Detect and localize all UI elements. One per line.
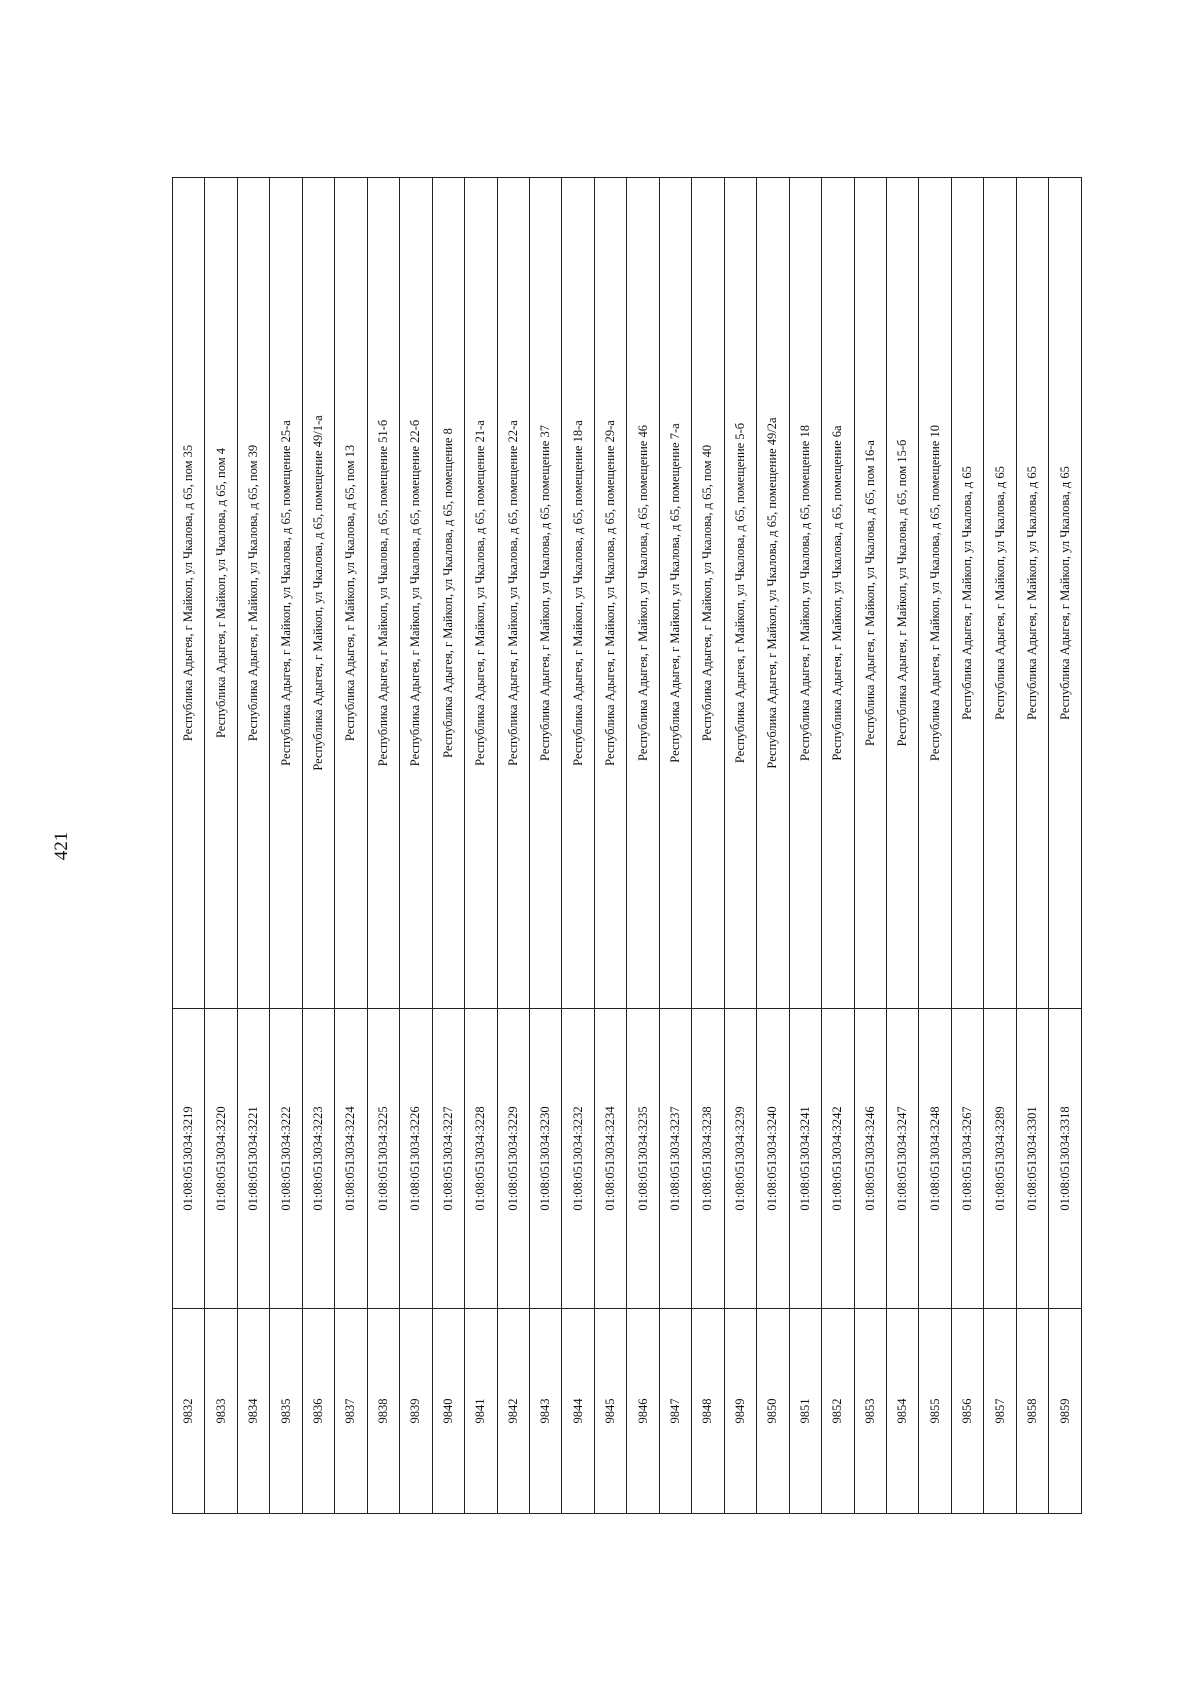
cadastral-number-cell: 01:08:0513034:3221 — [237, 1009, 269, 1309]
cadastral-number-cell: 01:08:0513034:3224 — [335, 1009, 367, 1309]
cadastral-number-cell: 01:08:0513034:3219 — [173, 1009, 205, 1309]
cadastral-number-cell: 01:08:0513034:3226 — [400, 1009, 432, 1309]
cadastral-number-cell: 01:08:0513034:3239 — [724, 1009, 756, 1309]
table-row — [270, 178, 302, 1514]
row-number-cell: 9848 — [692, 1309, 724, 1514]
table-row — [335, 178, 367, 1514]
address-cell: Республика Адыгея, г Майкоп, ул Чкалова, д 65, помещение 8 — [432, 178, 464, 1009]
address-cell: Республика Адыгея, г Майкоп, ул Чкалова, д 65, помещение 18-а — [562, 178, 594, 1009]
table-row — [562, 178, 594, 1514]
cadastral-number-cell: 01:08:0513034:3241 — [789, 1009, 821, 1309]
cadastral-number-cell: 01:08:0513034:3227 — [432, 1009, 464, 1309]
cadastral-number-cell: 01:08:0513034:3238 — [692, 1009, 724, 1309]
cadastral-number-cell: 01:08:0513034:3220 — [205, 1009, 237, 1309]
cadastral-number-cell: 01:08:0513034:3267 — [951, 1009, 983, 1309]
cadastral-number-cell: 01:08:0513034:3230 — [529, 1009, 561, 1309]
cadastral-number-cell: 01:08:0513034:3222 — [270, 1009, 302, 1309]
address-cell: Республика Адыгея, г Майкоп, ул Чкалова, д 65 — [951, 178, 983, 1009]
row-number-cell: 9857 — [984, 1309, 1016, 1514]
cadastral-number-cell: 01:08:0513034:3246 — [854, 1009, 886, 1309]
address-cell: Республика Адыгея, г Майкоп, ул Чкалова, д 65, помещение 5-б — [724, 178, 756, 1009]
row-number-cell: 9845 — [594, 1309, 626, 1514]
table-row — [789, 178, 821, 1514]
table-row — [173, 178, 205, 1514]
row-number-cell: 9833 — [205, 1309, 237, 1514]
address-cell: Республика Адыгея, г Майкоп, ул Чкалова, д 65, пом 39 — [237, 178, 269, 1009]
row-number-cell: 9839 — [400, 1309, 432, 1514]
address-cell: Республика Адыгея, г Майкоп, ул Чкалова, д 65, помещение 51-б — [367, 178, 399, 1009]
table-row — [497, 178, 529, 1514]
address-cell: Республика Адыгея, г Майкоп, ул Чкалова, д 65, помещение 21-а — [465, 178, 497, 1009]
page-number: 421 — [51, 831, 72, 861]
address-cell: Республика Адыгея, г Майкоп, ул Чкалова, д 65, помещение 22-а — [497, 178, 529, 1009]
cadastral-number-cell: 01:08:0513034:3229 — [497, 1009, 529, 1309]
row-number-cell: 9840 — [432, 1309, 464, 1514]
cadastral-number-cell: 01:08:0513034:3248 — [919, 1009, 951, 1309]
row-number-cell: 9855 — [919, 1309, 951, 1514]
table-row — [984, 178, 1016, 1514]
address-cell: Республика Адыгея, г Майкоп, ул Чкалова, д 65, помещение 29-а — [594, 178, 626, 1009]
row-number-cell: 9841 — [465, 1309, 497, 1514]
records-table — [172, 177, 1082, 1514]
row-number-cell: 9847 — [659, 1309, 691, 1514]
row-number-cell: 9858 — [1016, 1309, 1048, 1514]
row-number-cell: 9850 — [757, 1309, 789, 1514]
row-number-cell: 9838 — [367, 1309, 399, 1514]
table-row — [659, 178, 691, 1514]
address-cell: Республика Адыгея, г Майкоп, ул Чкалова, д 65, пом 40 — [692, 178, 724, 1009]
table-row — [757, 178, 789, 1514]
table-row — [302, 178, 334, 1514]
row-number-cell: 9842 — [497, 1309, 529, 1514]
row-number-cell: 9843 — [529, 1309, 561, 1514]
address-cell: Республика Адыгея, г Майкоп, ул Чкалова, д 65, помещение 6а — [822, 178, 854, 1009]
row-number-cell: 9844 — [562, 1309, 594, 1514]
row-number-cell: 9835 — [270, 1309, 302, 1514]
table-row — [886, 178, 918, 1514]
cadastral-number-cell: 01:08:0513034:3228 — [465, 1009, 497, 1309]
table-row — [237, 178, 269, 1514]
cadastral-number-cell: 01:08:0513034:3237 — [659, 1009, 691, 1309]
address-cell: Республика Адыгея, г Майкоп, ул Чкалова, д 65, пом 15-б — [886, 178, 918, 1009]
table-row — [594, 178, 626, 1514]
cadastral-number-cell: 01:08:0513034:3242 — [822, 1009, 854, 1309]
table-row — [400, 178, 432, 1514]
table-row — [529, 178, 561, 1514]
cadastral-number-cell: 01:08:0513034:3247 — [886, 1009, 918, 1309]
address-cell: Республика Адыгея, г Майкоп, ул Чкалова, д 65, помещение 22-б — [400, 178, 432, 1009]
cadastral-number-cell: 01:08:0513034:3232 — [562, 1009, 594, 1309]
cadastral-number-cell: 01:08:0513034:3301 — [1016, 1009, 1048, 1309]
row-number-cell: 9852 — [822, 1309, 854, 1514]
table-row — [432, 178, 464, 1514]
address-cell: Республика Адыгея, г Майкоп, ул Чкалова, д 65, помещение 37 — [529, 178, 561, 1009]
address-cell: Республика Адыгея, г Майкоп, ул Чкалова, д 65 — [1049, 178, 1082, 1009]
row-number-cell: 9853 — [854, 1309, 886, 1514]
address-cell: Республика Адыгея, г Майкоп, ул Чкалова, д 65, пом 13 — [335, 178, 367, 1009]
table-row — [822, 178, 854, 1514]
table-row — [367, 178, 399, 1514]
address-cell: Республика Адыгея, г Майкоп, ул Чкалова, д 65, пом 35 — [173, 178, 205, 1009]
cadastral-number-cell: 01:08:0513034:3234 — [594, 1009, 626, 1309]
address-cell: Республика Адыгея, г Майкоп, ул Чкалова, д 65, помещение 18 — [789, 178, 821, 1009]
cadastral-number-cell: 01:08:0513034:3318 — [1049, 1009, 1082, 1309]
table-body — [173, 178, 1082, 1514]
cadastral-number-cell: 01:08:0513034:3223 — [302, 1009, 334, 1309]
address-cell: Республика Адыгея, г Майкоп, ул Чкалова, д 65 — [984, 178, 1016, 1009]
address-cell: Республика Адыгея, г Майкоп, ул Чкалова, д 65, помещение 10 — [919, 178, 951, 1009]
address-cell: Республика Адыгея, г Майкоп, ул Чкалова, д 65, помещение 49/1-а — [302, 178, 334, 1009]
row-number-cell: 9856 — [951, 1309, 983, 1514]
cadastral-number-cell: 01:08:0513034:3235 — [627, 1009, 659, 1309]
table-row — [205, 178, 237, 1514]
table-row — [465, 178, 497, 1514]
address-cell: Республика Адыгея, г Майкоп, ул Чкалова, д 65, пом 4 — [205, 178, 237, 1009]
table-row — [951, 178, 983, 1514]
row-number-cell: 9837 — [335, 1309, 367, 1514]
address-cell: Республика Адыгея, г Майкоп, ул Чкалова, д 65, пом 16-а — [854, 178, 886, 1009]
cadastral-number-cell: 01:08:0513034:3240 — [757, 1009, 789, 1309]
row-number-cell: 9846 — [627, 1309, 659, 1514]
table-row — [919, 178, 951, 1514]
address-cell: Республика Адыгея, г Майкоп, ул Чкалова, д 65, помещение 46 — [627, 178, 659, 1009]
table-row — [724, 178, 756, 1514]
row-number-cell: 9834 — [237, 1309, 269, 1514]
address-cell: Республика Адыгея, г Майкоп, ул Чкалова, д 65, помещение 25-а — [270, 178, 302, 1009]
row-number-cell: 9836 — [302, 1309, 334, 1514]
address-cell: Республика Адыгея, г Майкоп, ул Чкалова, д 65 — [1016, 178, 1048, 1009]
rotated-table-container — [172, 178, 1082, 1514]
address-cell: Республика Адыгея, г Майкоп, ул Чкалова, д 65, помещение 49/2а — [757, 178, 789, 1009]
row-number-cell: 9851 — [789, 1309, 821, 1514]
table-row — [854, 178, 886, 1514]
row-number-cell: 9854 — [886, 1309, 918, 1514]
row-number-cell: 9859 — [1049, 1309, 1082, 1514]
table-row — [692, 178, 724, 1514]
table-row — [1016, 178, 1048, 1514]
row-number-cell: 9849 — [724, 1309, 756, 1514]
address-cell: Республика Адыгея, г Майкоп, ул Чкалова, д 65, помещение 7-а — [659, 178, 691, 1009]
row-number-cell: 9832 — [173, 1309, 205, 1514]
table-row — [1049, 178, 1082, 1514]
cadastral-number-cell: 01:08:0513034:3225 — [367, 1009, 399, 1309]
table-row — [627, 178, 659, 1514]
cadastral-number-cell: 01:08:0513034:3289 — [984, 1009, 1016, 1309]
